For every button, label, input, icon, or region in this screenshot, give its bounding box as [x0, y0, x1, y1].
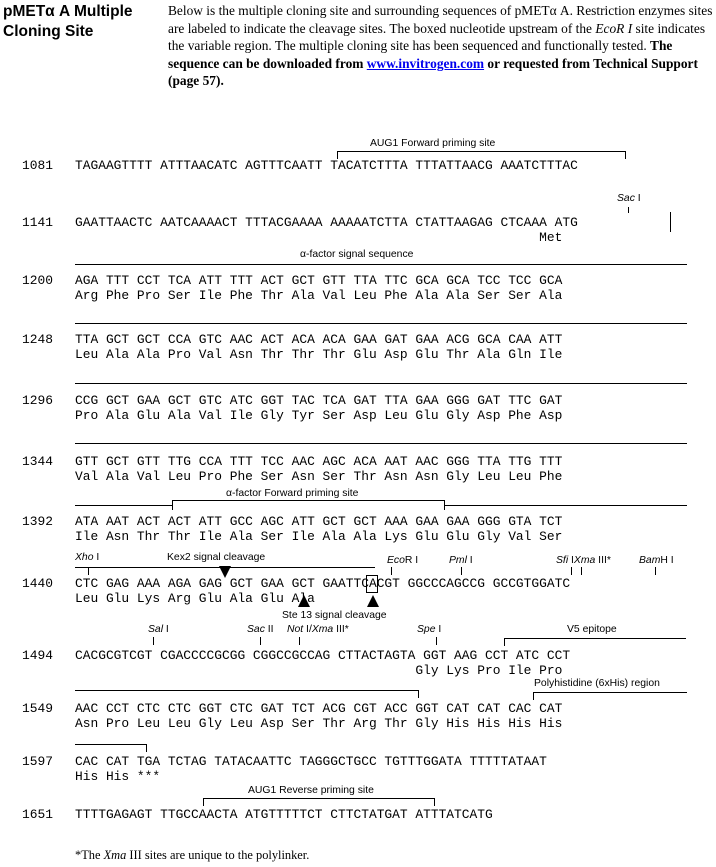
alpha-forward-label: α-factor Forward priming site [226, 488, 359, 499]
intro-ecor: EcoR I [595, 20, 633, 36]
xho1-label: Xho I [75, 552, 100, 563]
dna-sequence: ATA AAT ACT ACT ATT GCC AGC ATT GCT GCT AAA GAA GAA GGG GTA TCT [75, 514, 563, 529]
line-number: 1549 [22, 701, 53, 716]
aa-sequence: Leu Glu Lys Arg Glu Ala Glu Ala [75, 591, 315, 606]
intro-text-1: Below is the multiple cloning site and surrounding sequences of pMETα A. Restriction enzymes sites are labeled to indicate the cleavage sites. The boxed nucleotide upstream of the [168, 3, 713, 36]
dna-sequence: GAATTAACTC AATCAAAACT TTTACGAAAA AAAAATCTTA CTATTAAGAG CTCAAA ATG [75, 215, 578, 230]
line-number: 1248 [22, 332, 53, 347]
not1-tick [299, 637, 300, 645]
v5-epitope-bracket [504, 638, 686, 639]
not-xma-label: Not I/Xma III* [287, 624, 349, 635]
bracket-tick [337, 151, 338, 159]
aa-sequence: His His *** [75, 769, 161, 784]
variable-region-box [366, 575, 378, 593]
sal1-tick [153, 637, 154, 645]
xma3-tick [581, 567, 582, 575]
dna-sequence: CACGCGTCGT CGACCCCGCGG CGGCCGCCAG CTTACTAGTA GGT AAG CCT ATC CCT [75, 648, 571, 663]
pml1-label: Pml I [449, 555, 473, 566]
aa-sequence: Arg Phe Pro Ser Ile Phe Thr Ala Val Leu Phe Ala Ala Ser Ser Ala [75, 288, 563, 303]
line-number: 1141 [22, 215, 53, 230]
aug1-reverse-bracket [203, 798, 434, 799]
polyhis-bracket [533, 692, 687, 693]
alpha-signal-line [444, 505, 687, 506]
intro-text-2: site indicates the variable region. The multiple cloning site has been sequenced and functionally tested. [168, 20, 706, 54]
v5-epitope-line [75, 690, 418, 691]
bracket-tick [172, 500, 173, 510]
bracket-tick [504, 638, 505, 646]
aa-sequence: Pro Ala Glu Ala Val Ile Gly Tyr Ser Asp Leu Glu Gly Asp Phe Asp [75, 408, 563, 423]
polyhis-line [75, 744, 146, 745]
dna-sequence: TTTTGAGAGT TTGCCAACTA ATGTTTTTCT CTTCTATGAT ATTTATCATG [75, 807, 493, 822]
line-number: 1296 [22, 393, 53, 408]
dna-sequence: AAC CCT CTC CTC GGT CTC GAT TCT ACG CGT ACC GGT CAT CAT CAC CAT [75, 701, 563, 716]
sfi1-tick [571, 567, 572, 575]
sac1-label: Sac I [617, 193, 641, 204]
aug1-forward-label: AUG1 Forward priming site [370, 138, 496, 149]
aa-sequence: Leu Ala Ala Pro Val Asn Thr Thr Thr Glu Asp Glu Thr Ala Gln Ile [75, 347, 563, 362]
pml1-tick [461, 567, 462, 575]
aa-sequence: Val Ala Val Leu Pro Phe Ser Asn Ser Thr Asn Asn Gly Leu Leu Phe [75, 469, 563, 484]
bracket-tick [418, 690, 419, 698]
bracket-tick [434, 798, 435, 806]
bracket-tick [146, 744, 147, 752]
sac1-tick [628, 207, 629, 213]
polyhis-label: Polyhistidine (6xHis) region [534, 678, 660, 689]
dna-sequence: CTC GAG AAA AGA GAG GCT GAA GCT GAATTCACGT GGCCCAGCCG GCCGTGGATC [75, 576, 571, 591]
footnote: *The Xma III sites are unique to the polylinker. [75, 848, 310, 862]
kex2-label: Kex2 signal cleavage [167, 552, 266, 563]
bamh1-tick [655, 567, 656, 575]
alpha-signal-line [75, 323, 687, 324]
xho1-tick [88, 567, 89, 575]
spe1-tick [436, 637, 437, 645]
sac2-tick [260, 637, 261, 645]
dna-sequence: TAGAAGTTTT ATTTAACATC AGTTTCAATT TACATCTTTA TTTATTAACG AAATCTTTAC [75, 158, 578, 173]
dna-sequence: CCG GCT GAA GCT GTC ATC GGT TAC TCA GAT TTA GAA GGG GAT TTC GAT [75, 393, 563, 408]
line-number: 1440 [22, 576, 53, 591]
line-number: 1651 [22, 807, 53, 822]
alpha-signal-line [75, 264, 687, 265]
intro-bold-2: or requested from Technical Support (page 57). [168, 55, 698, 89]
bracket-tick [203, 798, 204, 806]
line-number: 1081 [22, 158, 53, 173]
aug1-reverse-label: AUG1 Reverse priming site [248, 785, 374, 796]
sfi-xma-label: Sfi IXma III* [556, 555, 611, 566]
dna-sequence: TTA GCT GCT CCA GTC AAC ACT ACA ACA GAA GAT GAA ACG GCA CAA ATT [75, 332, 563, 347]
ste13-cleavage-arrow [367, 595, 379, 607]
dna-sequence: CAC CAT TGA TCTAG TATACAATTC TAGGGCTGCC TGTTTGGATA TTTTTATAAT [75, 754, 547, 769]
bamh1-label: BamH I [639, 555, 674, 566]
alpha-signal-line [75, 505, 172, 506]
aa-sequence: Met [75, 230, 563, 245]
sal1-label: Sal I [148, 624, 169, 635]
alpha-forward-bracket [172, 500, 444, 501]
alpha-signal-line [75, 383, 687, 384]
bracket-tick [625, 151, 626, 159]
alpha-signal-line [75, 443, 687, 444]
aa-sequence: Asn Pro Leu Leu Gly Leu Asp Ser Thr Arg Thr Gly His His His His [75, 716, 563, 731]
intro-bold-1: The sequence can be downloaded from [168, 38, 673, 71]
dna-sequence: AGA TTT CCT TCA ATT TTT ACT GCT GTT TTA TTC GCA GCA TCC TCC GCA [75, 273, 563, 288]
line-number: 1200 [22, 273, 53, 288]
ste13-cleavage-arrow [298, 595, 310, 607]
ecor1-label: EcoR I [387, 555, 419, 566]
line-number: 1392 [22, 514, 53, 529]
line-number: 1597 [22, 754, 53, 769]
aa-sequence: Gly Lys Pro Ile Pro [75, 663, 563, 678]
line-number: 1344 [22, 454, 53, 469]
alpha-signal-label: α-factor signal sequence [300, 249, 414, 260]
sac2-label: Sac II [247, 624, 274, 635]
invitrogen-link[interactable]: www.invitrogen.com [366, 55, 485, 71]
v5-epitope-label: V5 epitope [567, 624, 617, 635]
ecor1-tick [391, 567, 392, 575]
ste13-label: Ste 13 signal cleavage [282, 610, 387, 621]
signal-start-tick [670, 212, 671, 232]
aug1-forward-bracket [337, 151, 625, 152]
aa-sequence: Ile Asn Thr Thr Ile Ala Ser Ile Ala Ala Lys Glu Glu Gly Val Ser [75, 529, 563, 544]
intro-paragraph [168, 2, 713, 90]
bracket-tick [533, 692, 534, 700]
dna-sequence: GTT GCT GTT TTG CCA TTT TCC AAC AGC ACA AAT AAC GGG TTA TTG TTT [75, 454, 563, 469]
spe1-label: Spe I [417, 624, 442, 635]
page-title: pMETα A Multiple Cloning Site [3, 3, 133, 40]
line-number: 1494 [22, 648, 53, 663]
